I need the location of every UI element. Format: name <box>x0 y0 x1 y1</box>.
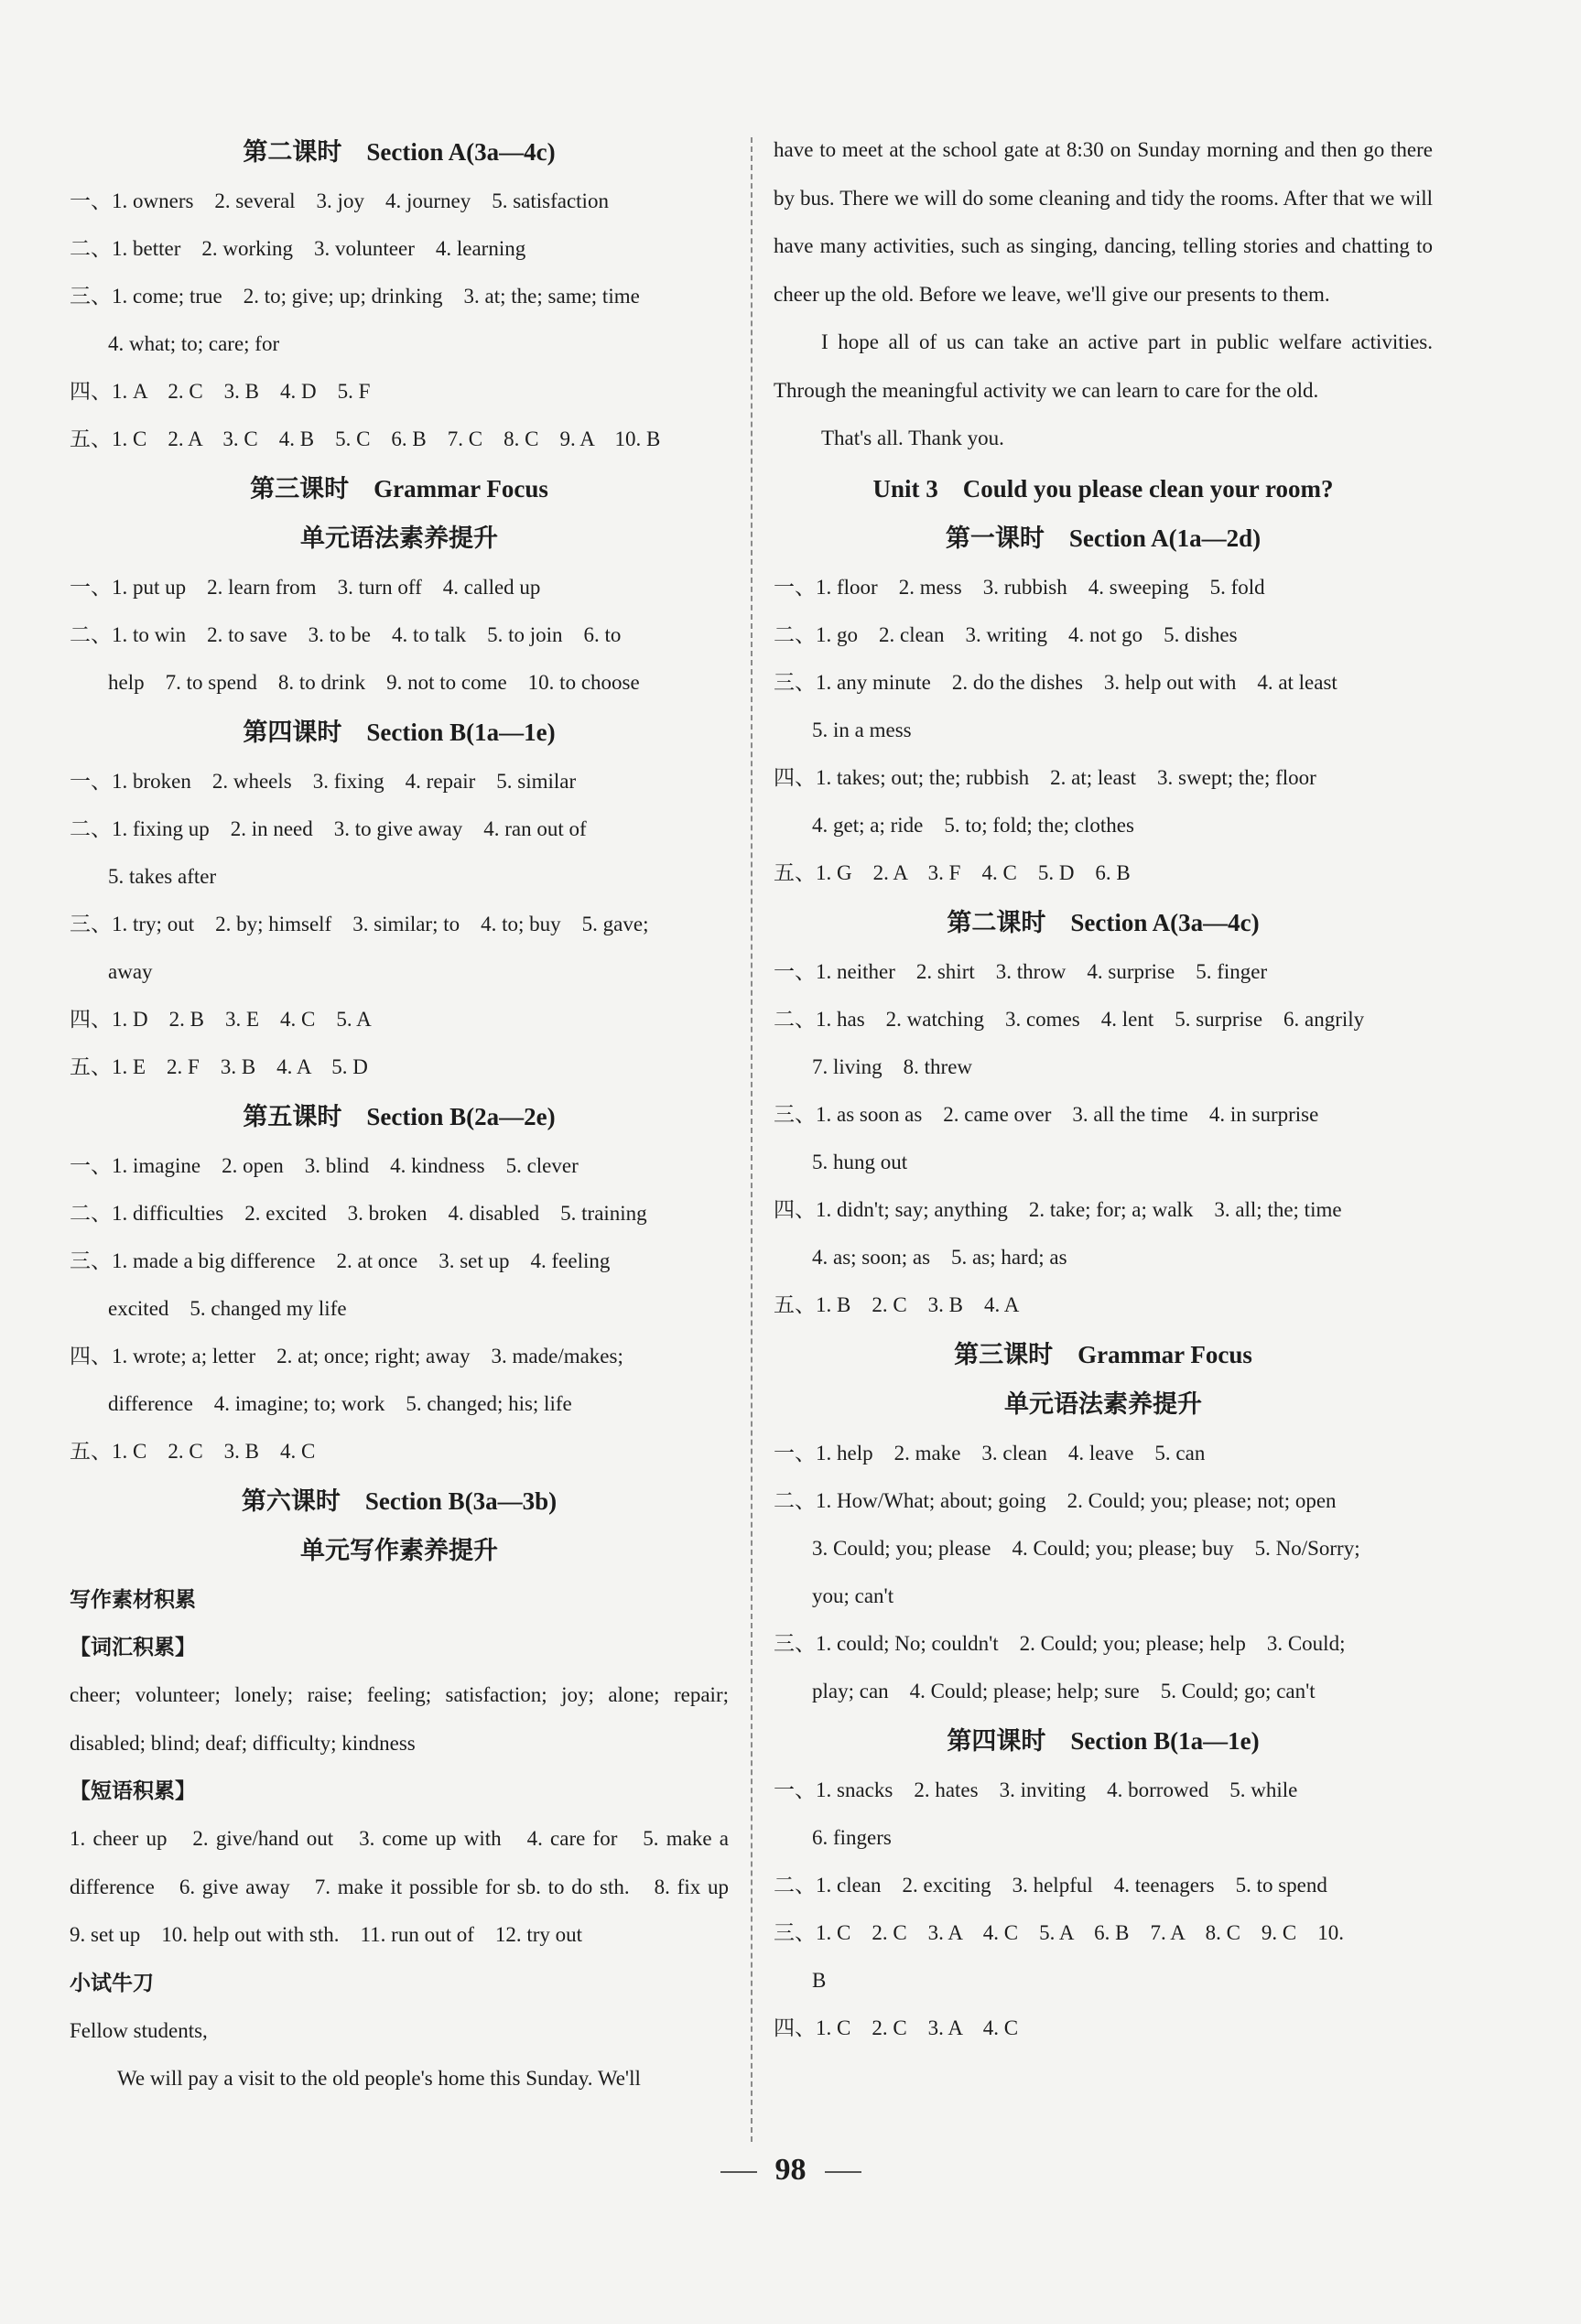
section-heading: 第五课时 Section B(2a—2e) <box>243 1103 556 1130</box>
answer-line: 四、1. takes; out; the; rubbish 2. at; least 3. swept; the; floor <box>774 765 1316 789</box>
answer-line: 一、1. owners 2. several 3. joy 4. journey 5. satisfaction <box>70 189 609 212</box>
answer-line: 一、1. floor 2. mess 3. rubbish 4. sweeping 5. fold <box>774 575 1265 599</box>
answer-line: 二、1. go 2. clean 3. writing 4. not go 5. dishes <box>774 622 1238 646</box>
section-heading: 第一课时 Section A(1a—2d) <box>945 524 1262 552</box>
right-column <box>774 126 1433 2052</box>
answer-line: 二、1. fixing up 2. in need 3. to give away 4. ran out of <box>70 817 587 840</box>
answer-line: 一、1. help 2. make 3. clean 4. leave 5. can <box>774 1441 1206 1465</box>
answer-line: 三、1. could; No; couldn't 2. Could; you; please; help 3. Could; <box>774 1631 1346 1655</box>
answer-line: 4. as; soon; as 5. as; hard; as <box>812 1245 1067 1269</box>
answer-line: 五、1. C 2. C 3. B 4. C <box>70 1440 316 1463</box>
section-heading: 第四课时 Section B(1a—1e) <box>243 719 556 746</box>
page-number: 98 <box>774 2153 807 2187</box>
answer-line: 二、1. better 2. working 3. volunteer 4. learning <box>70 237 526 260</box>
answer-line: 三、1. made a big difference 2. at once 3. set up 4. feeling <box>70 1249 611 1272</box>
answer-line: 四、1. C 2. C 3. A 4. C <box>774 2016 1019 2039</box>
answer-line: 二、1. difficulties 2. excited 3. broken 4. disabled 5. training <box>70 1202 647 1225</box>
answer-line: difference 4. imagine; to; work 5. changed; his; life <box>108 1392 572 1415</box>
answer-line: B <box>812 1968 827 1992</box>
answer-line: you; can't <box>812 1584 894 1607</box>
answer-line: 一、1. broken 2. wheels 3. fixing 4. repair 5. similar <box>70 770 577 793</box>
section-heading: 第三课时 Grammar Focus <box>250 475 548 503</box>
answer-line: 五、1. C 2. A 3. C 4. B 5. C 6. B 7. C 8. C 9. A 10. B <box>70 427 661 450</box>
answer-line: 6. fingers <box>812 1825 892 1849</box>
section-heading: 第二课时 Section A(3a—4c) <box>243 138 556 166</box>
unit-heading: Unit 3 Could you please clean your room? <box>872 474 1334 503</box>
phrase-list: 1. cheer up 2. give/hand out 3. come up with 4. care for 5. make a difference 6. give away 7. make it possible for sb. to do sth. 8. fix up 9. set up 10. help out with sth. 11. run out of 12. try out <box>70 1827 750 1946</box>
left-column <box>70 126 750 2103</box>
section-heading: 第四课时 Section B(1a—1e) <box>947 1726 1260 1755</box>
answer-line: 三、1. C 2. C 3. A 4. C 5. A 6. B 7. A 8. C 9. C 10. <box>774 1920 1345 1944</box>
answer-line: 三、1. try; out 2. by; himself 3. similar; to 4. to; buy 5. gave; <box>70 913 649 935</box>
answer-line: excited 5. changed my life <box>108 1297 347 1320</box>
answer-line: 二、1. clean 2. exciting 3. helpful 4. teenagers 5. to spend <box>774 1873 1327 1897</box>
section-subheading: 单元语法素养提升 <box>300 524 498 552</box>
answer-line: 7. living 8. threw <box>812 1054 973 1078</box>
answer-line: 一、1. snacks 2. hates 3. inviting 4. borrowed 5. while <box>774 1778 1298 1801</box>
answer-line: play; can 4. Could; please; help; sure 5. Could; go; can't <box>812 1679 1316 1702</box>
answer-line: 三、1. come; true 2. to; give; up; drinking 3. at; the; same; time <box>70 285 640 308</box>
essay-closing: That's all. Thank you. <box>821 427 1004 449</box>
answer-line: 5. in a mess <box>812 718 912 741</box>
answer-line: 三、1. as soon as 2. came over 3. all the time 4. in surprise <box>774 1102 1319 1126</box>
answer-line: 一、1. neither 2. shirt 3. throw 4. surprise 5. finger <box>774 959 1268 983</box>
section-heading: 第三课时 Grammar Focus <box>954 1340 1252 1368</box>
answer-line: 二、1. How/What; about; going 2. Could; you; please; not; open <box>774 1488 1337 1512</box>
phrase-label: 【短语积累】 <box>70 1779 196 1802</box>
column-divider <box>751 137 753 2142</box>
answer-line: away <box>108 960 153 983</box>
answer-line: 5. hung out <box>812 1150 908 1173</box>
answer-line: 4. what; to; care; for <box>108 332 280 355</box>
section-heading: 第六课时 Section B(3a—3b) <box>241 1487 558 1515</box>
section-subheading: 单元语法素养提升 <box>1004 1389 1202 1418</box>
essay-greeting: Fellow students, <box>70 2018 208 2042</box>
footer-dash <box>825 2171 861 2173</box>
answer-line: 五、1. E 2. F 3. B 4. A 5. D <box>70 1055 368 1078</box>
section-subheading: 单元写作素养提升 <box>300 1537 498 1564</box>
essay-text: I hope all of us can take an active part in public welfare activities. Through the meaningful activity we can learn to care for the old. <box>774 330 1433 402</box>
answer-line: 一、1. imagine 2. open 3. blind 4. kindness 5. clever <box>70 1154 579 1177</box>
section-heading: 第二课时 Section A(3a—4c) <box>947 908 1260 936</box>
answer-line: 一、1. put up 2. learn from 3. turn off 4. called up <box>70 576 541 599</box>
answer-line: 二、1. to win 2. to save 3. to be 4. to talk 5. to join 6. to <box>70 623 622 646</box>
answer-line: 二、1. has 2. watching 3. comes 4. lent 5. surprise 6. angrily <box>774 1007 1365 1031</box>
essay-text: have to meet at the school gate at 8:30 on Sunday morning and then go there by bus. There we will do some cleaning and tidy the rooms. After that we will have many activities, such as singing, dancing, telling stories and chatting to cheer up the old. Before we leave, we'll give our presents to them. <box>774 138 1433 306</box>
essay-text: We will pay a visit to the old people's home this Sunday. We'll <box>117 2067 641 2090</box>
answer-line: 4. get; a; ride 5. to; fold; the; clothes <box>812 813 1134 837</box>
answer-line: 5. takes after <box>108 865 217 888</box>
vocab-list: cheer; volunteer; lonely; raise; feeling; satisfaction; joy; alone; repair; disabled; blind; deaf; difficulty; kindness <box>70 1683 729 1755</box>
answer-line: 三、1. any minute 2. do the dishes 3. help out with 4. at least <box>774 670 1337 694</box>
answer-line: 四、1. D 2. B 3. E 4. C 5. A <box>70 1008 372 1031</box>
answer-line: 3. Could; you; please 4. Could; you; please; buy 5. No/Sorry; <box>812 1536 1360 1560</box>
answer-line: 四、1. A 2. C 3. B 4. D 5. F <box>70 380 371 403</box>
vocab-label: 【词汇积累】 <box>70 1636 196 1659</box>
answer-line: 五、1. B 2. C 3. B 4. A <box>774 1292 1020 1316</box>
footer-dash <box>720 2171 757 2173</box>
answer-line: 四、1. didn't; say; anything 2. take; for; a; walk 3. all; the; time <box>774 1197 1342 1221</box>
material-label: 写作素材积累 <box>70 1588 196 1611</box>
answer-line: 四、1. wrote; a; letter 2. at; once; right; away 3. made/makes; <box>70 1345 623 1367</box>
practice-label: 小试牛刀 <box>70 1971 154 1994</box>
answer-line: help 7. to spend 8. to drink 9. not to come 10. to choose <box>108 671 640 694</box>
page-footer <box>0 2153 1581 2188</box>
answer-line: 五、1. G 2. A 3. F 4. C 5. D 6. B <box>774 860 1131 884</box>
